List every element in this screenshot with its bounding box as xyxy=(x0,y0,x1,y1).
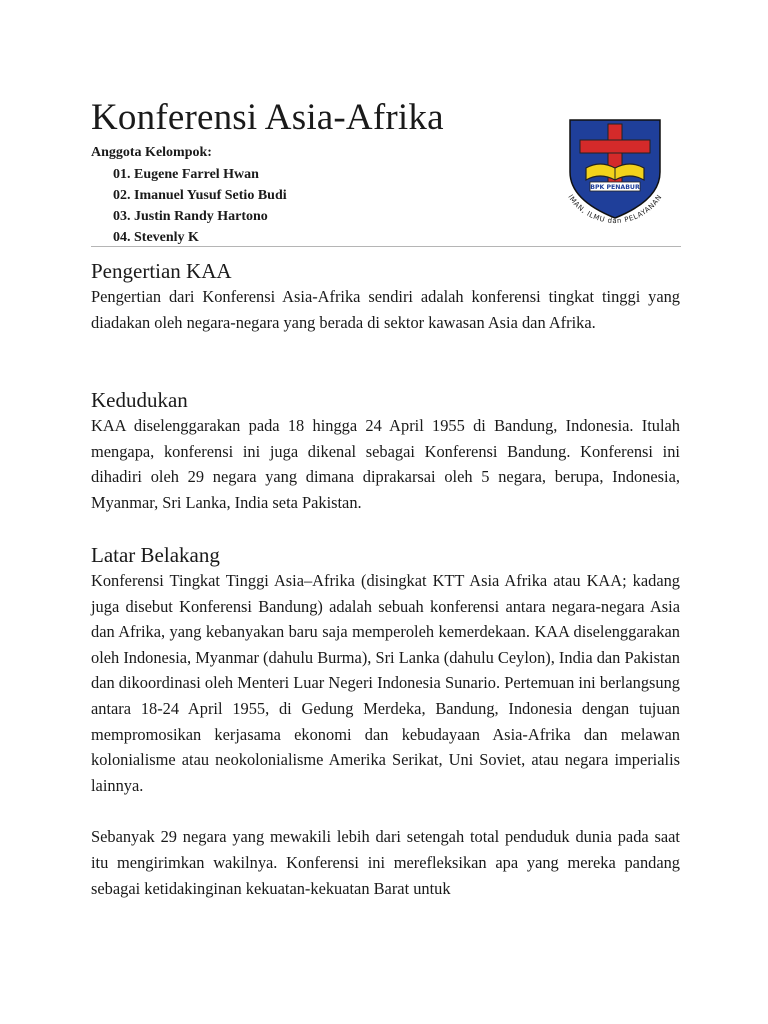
logo-motto-text: IMAN, ILMU dan PELAYANAN xyxy=(566,193,664,225)
section-heading: Kedudukan xyxy=(91,388,188,412)
section-pengertian xyxy=(91,258,680,335)
cross-icon xyxy=(580,140,650,153)
section-kedudukan xyxy=(91,387,680,515)
section-paragraph: Sebanyak 29 negara yang mewakili lebih dari setengah total penduduk dunia pada saat itu mengirimkan wakilnya. Konferensi ini merefleksikan apa yang mereka pandang sebagai ketidakinginan kekuatan-kekuatan Barat untuk xyxy=(91,827,680,898)
section-paragraph: Pengertian dari Konferensi Asia-Afrika sendiri adalah konferensi tingkat tinggi yang diadakan oleh negara-negara yang berada di sektor kawasan Asia dan Afrika. xyxy=(91,287,680,332)
school-logo xyxy=(552,106,678,232)
section-latar-belakang xyxy=(91,542,680,901)
member-item: 02. Imanuel Yusuf Setio Budi xyxy=(113,188,287,203)
header-divider xyxy=(91,246,681,247)
members-list xyxy=(113,164,287,248)
section-heading: Pengertian KAA xyxy=(91,259,232,283)
member-item: 03. Justin Randy Hartono xyxy=(113,209,268,224)
section-heading: Latar Belakang xyxy=(91,543,220,567)
member-item: 01. Eugene Farrel Hwan xyxy=(113,167,259,182)
member-item: 04. Stevenly K xyxy=(113,230,199,245)
members-label: Anggota Kelompok: xyxy=(91,145,212,160)
section-paragraph: Konferensi Tingkat Tinggi Asia–Afrika (disingkat KTT Asia Afrika atau KAA; kadang juga disebut Konferensi Bandung) adalah sebuah konferensi antara negara-negara Asia dan Afrika, yang kebanyakan baru saja memperoleh kemerdekaan. KAA diselenggarakan oleh Indonesia, Myanmar (dahulu Burma), Sri Lanka (dahulu Ceylon), India dan Pakistan dan dikoordinasi oleh Menteri Luar Negeri Indonesia Sunario. Pertemuan ini berlangsung antara 18-24 April 1955, di Gedung Merdeka, Bandung, Indonesia dengan tujuan mempromosikan kerjasama ekonomi dan kebudayaan Asia-Afrika dan melawan kolonialisme atau neokolonialisme Amerika Serikat, Uni Soviet, atau negara imperialis lainnya. xyxy=(91,571,681,795)
logo-badge-text: BPK PENABUR xyxy=(590,184,640,191)
section-paragraph: KAA diselenggarakan pada 18 hingga 24 April 1955 di Bandung, Indonesia. Itulah mengapa, konferensi ini juga dikenal sebagai Konferensi Bandung. Konferensi ini dihadiri oleh 29 negara yang dimana diprakarsai oleh 5 negara, berupa, Indonesia, Myanmar, Sri Lanka, India seta Pakistan. xyxy=(91,416,680,512)
document-title: Konferensi Asia-Afrika xyxy=(91,97,444,138)
